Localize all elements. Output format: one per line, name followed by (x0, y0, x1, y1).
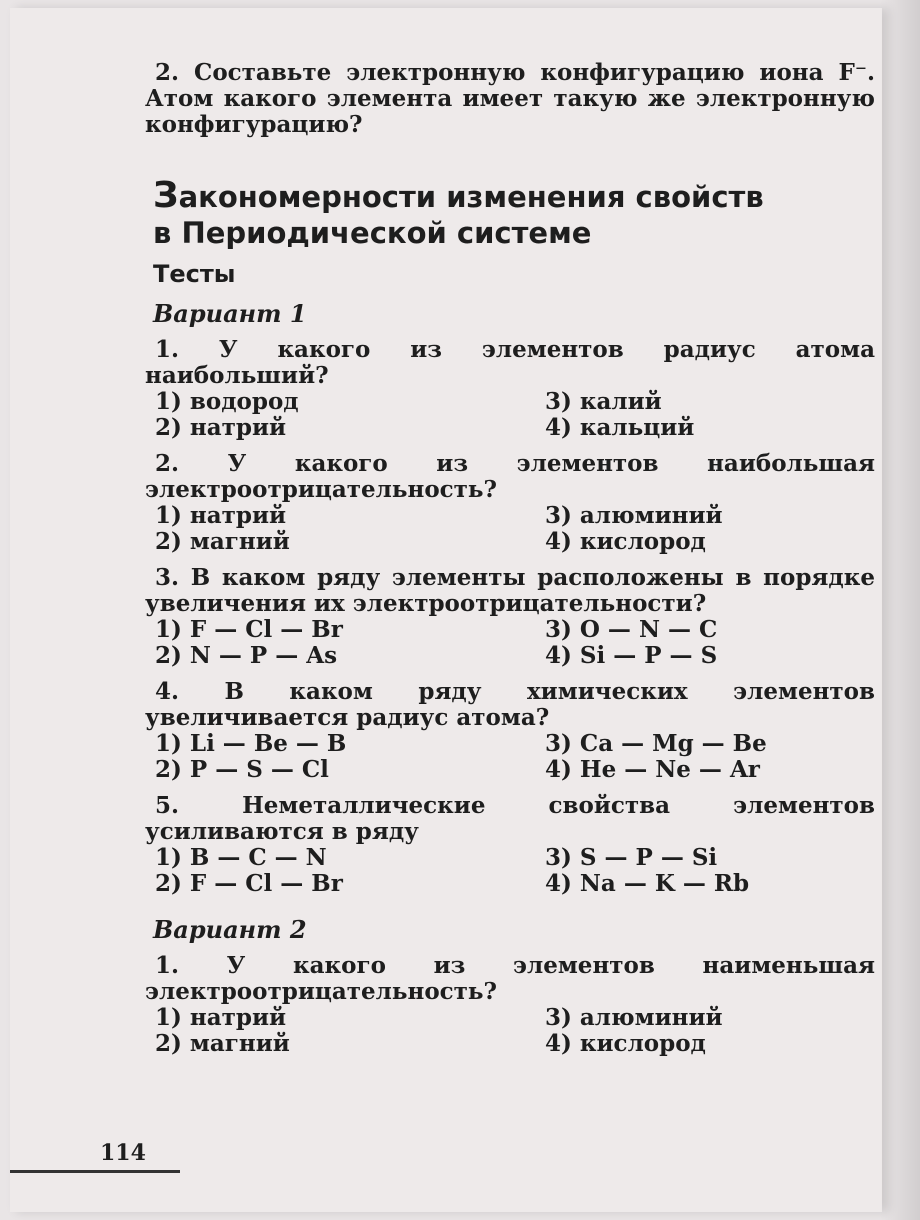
answer-option: 2) натрий (155, 414, 287, 441)
answer-option: 3) алюминий (545, 502, 723, 529)
section-title-initial: З (153, 175, 179, 216)
question-text: 4. В каком ряду химических элементов увеличивается радиус атома? (145, 678, 875, 731)
answer-option: 2) P — S — Cl (155, 756, 329, 783)
question-text: 1. У какого из элементов радиус атома наибольший? (145, 336, 875, 389)
answer-option: 4) Na — K — Rb (545, 870, 750, 897)
question-v1-q5 (145, 793, 875, 897)
question-v1-q1 (145, 337, 875, 441)
intro-question (145, 60, 875, 138)
question-v1-q4 (145, 679, 875, 783)
answer-option: 3) Ca — Mg — Be (545, 730, 767, 757)
answer-option: 4) Si — P — S (545, 642, 718, 669)
answer-option: 2) магний (155, 1030, 290, 1057)
answer-option: 3) алюминий (545, 1004, 723, 1031)
answer-option: 1) B — C — N (155, 844, 327, 871)
answer-option: 1) водород (155, 388, 299, 415)
answer-grid (145, 503, 875, 555)
answer-option: 1) Li — Be — B (155, 730, 347, 757)
page-number: 114 (100, 1140, 146, 1166)
answer-option: 2) магний (155, 528, 290, 555)
section-title (153, 175, 875, 251)
section-title-line2: в Периодической системе (153, 216, 592, 250)
answer-option: 2) F — Cl — Br (155, 870, 343, 897)
answer-option: 1) натрий (155, 502, 287, 529)
intro-number: 2. (155, 59, 180, 86)
question-v1-q2 (145, 451, 875, 555)
variant-heading: Вариант 1 (153, 299, 307, 328)
footer-rule (10, 1170, 180, 1173)
variant-heading: Вариант 2 (153, 915, 307, 944)
answer-option: 4) кислород (545, 1030, 706, 1057)
question-text: 5. Неметаллические свойства элементов усиливаются в ряду (145, 792, 875, 845)
answer-grid (145, 845, 875, 897)
answer-grid (145, 1005, 875, 1057)
answer-option: 4) кислород (545, 528, 706, 555)
answer-option: 3) калий (545, 388, 662, 415)
question-text: 1. У какого из элементов наименьшая электроотрицательность? (145, 952, 875, 1005)
answer-option: 4) He — Ne — Ar (545, 756, 760, 783)
page-edge-shadow (880, 0, 920, 1220)
question-text: 3. В каком ряду элементы расположены в порядке увеличения их электроотрицательности? (145, 564, 875, 617)
question-v2-q1 (145, 953, 875, 1057)
answer-option: 3) O — N — C (545, 616, 718, 643)
tests-heading: Тесты (153, 260, 236, 288)
question-v1-q3 (145, 565, 875, 669)
answer-grid (145, 731, 875, 783)
section-title-line1: акономерности изменения свойств (178, 180, 764, 214)
answer-option: 1) натрий (155, 1004, 287, 1031)
answer-option: 3) S — P — Si (545, 844, 718, 871)
answer-option: 2) N — P — As (155, 642, 338, 669)
page-content (145, 60, 875, 1057)
answer-option: 1) F — Cl — Br (155, 616, 343, 643)
answer-grid (145, 389, 875, 441)
question-text: 2. У какого из элементов наибольшая электроотрицательность? (145, 450, 875, 503)
intro-text: Составьте электронную конфигурацию иона F⁻. Атом какого элемента имеет такую же электронную конфигурацию? (145, 59, 875, 138)
answer-grid (145, 617, 875, 669)
answer-option: 4) кальций (545, 414, 695, 441)
